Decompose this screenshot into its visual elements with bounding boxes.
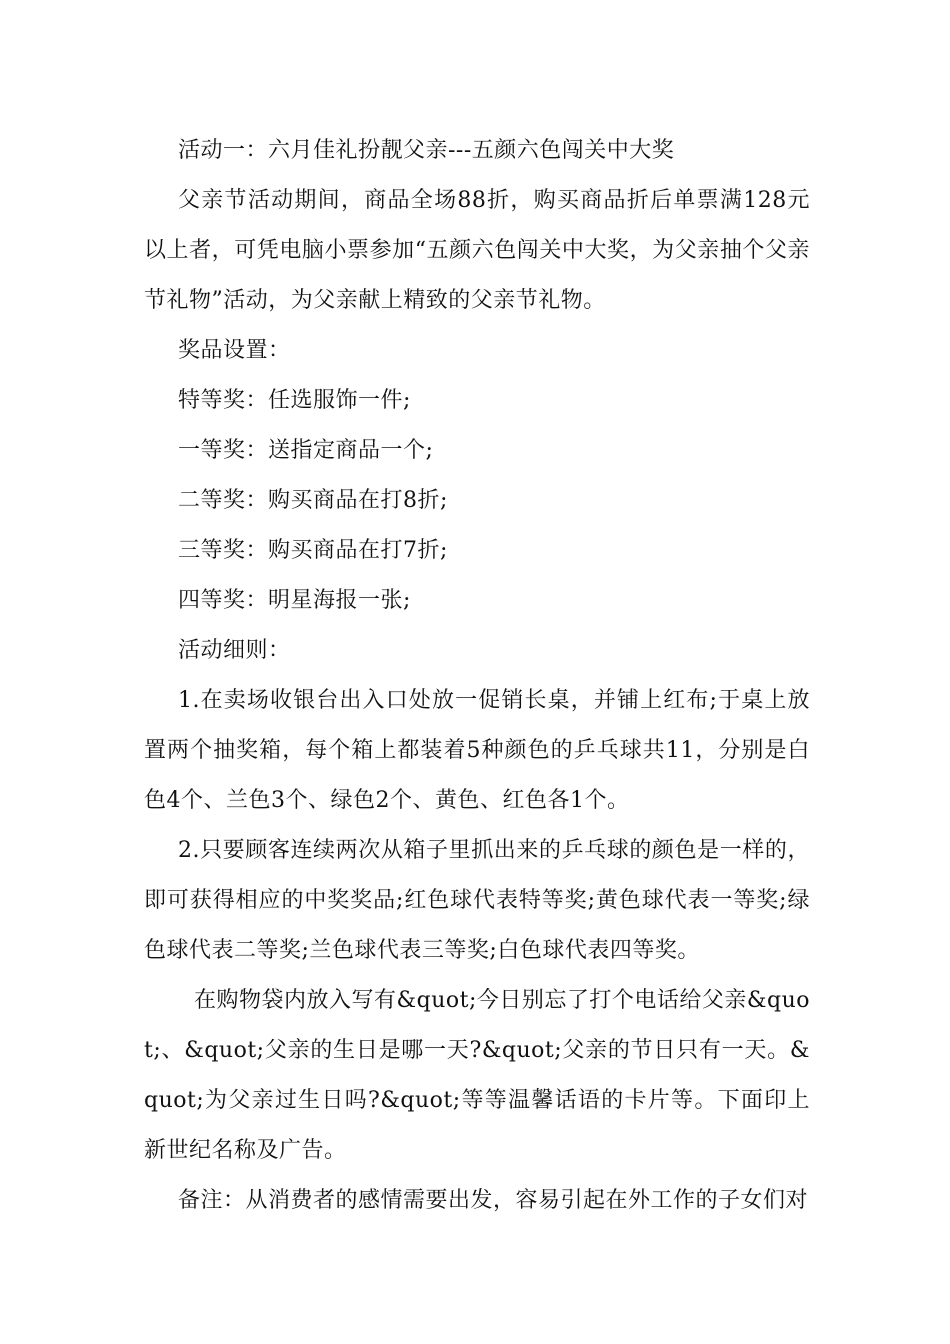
shopping-bag-card-paragraph: 在购物袋内放入写有&quot;今日别忘了打个电话给父亲&quot;、&quot;父亲的生日是哪一天?&quot;父亲的节日只有一天。&quot;为父亲过生日吗?&quot;等等温馨话语的卡片等。下面印上新世纪名称及广告。	[144, 988, 810, 1163]
rules-heading: 活动细则：	[178, 638, 291, 663]
prize-first: 一等奖：送指定商品一个;	[178, 438, 434, 463]
prize-settings-heading: 奖品设置：	[178, 338, 291, 363]
prize-special: 特等奖：任选服饰一件;	[178, 388, 411, 413]
activity-title: 活动一：六月佳礼扮靓父亲---五颜六色闯关中大奖	[178, 138, 675, 163]
prize-fourth: 四等奖：明星海报一张;	[178, 588, 411, 613]
rule-2-paragraph: 2.只要顾客连续两次从箱子里抓出来的乒乓球的颜色是一样的，即可获得相应的中奖奖品;红色球代表特等奖;黄色球代表一等奖;绿色球代表二等奖;兰色球代表三等奖;白色球代表四等奖。	[144, 838, 810, 963]
document-body	[144, 126, 810, 1226]
prize-second: 二等奖：购买商品在打8折;	[178, 488, 448, 513]
rule-1-paragraph: 1.在卖场收银台出入口处放一促销长桌，并铺上红布;于桌上放置两个抽奖箱，每个箱上都装着5种颜色的乒乓球共11，分别是白色4个、兰色3个、绿色2个、黄色、红色各1个。	[144, 688, 810, 813]
activity-intro-paragraph: 父亲节活动期间，商品全场88折，购买商品折后单票满128元以上者，可凭电脑小票参加“五颜六色闯关中大奖，为父亲抽个父亲节礼物”活动，为父亲献上精致的父亲节礼物。	[144, 188, 810, 313]
remark-paragraph: 备注：从消费者的感情需要出发，容易引起在外工作的子女们对	[178, 1188, 809, 1213]
prize-third: 三等奖：购买商品在打7折;	[178, 538, 448, 563]
